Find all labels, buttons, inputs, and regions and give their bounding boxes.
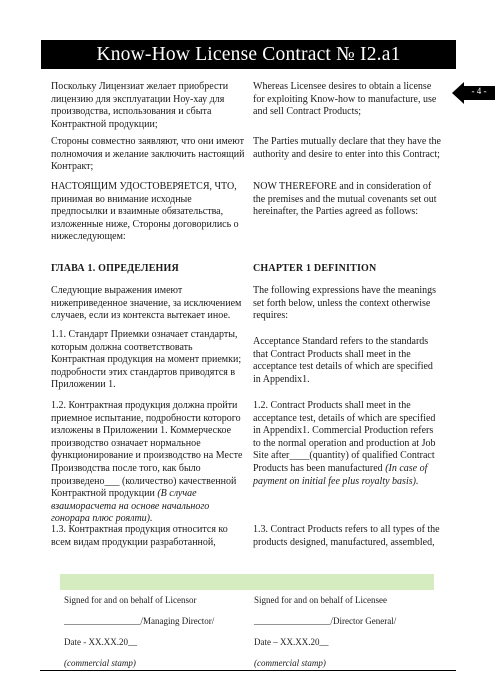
clause-1-2-ru [51,400,246,526]
para-whereas-en: Whereas Licensee desires to obtain a license for exploiting Know-how to manufacture, use and sell Contract Products; [253,81,437,118]
page-number: - 4 - [471,86,487,96]
licensee-stamp: (commercial stamp) [254,658,326,668]
para-now-therefore-ru: НАСТОЯЩИМ УДОСТОВЕРЯЕТСЯ, ЧТО, принимая во внимание исходные предпосылки и взаимные обязательства, изложенные ниже, Стороны договорились о нижеследующем: [51,181,239,243]
para-whereas-ru: Поскольку Лицензиат желает приобрести лицензию для эксплуатации Ноу-хау для производства, использования и сбыта Контрактной продукции; [51,81,229,130]
licensor-date: Date - XX.XX.20__ [64,637,137,647]
clause-1-3-ru: 1.3. Контрактная продукция относится ко всем видам продукции разработанной, [51,524,228,548]
para-expressions-en: The following expressions have the meanings set forth below, unless the context otherwise requires: [253,285,437,322]
licensor-heading: Signed for and on behalf of Licensor [64,595,197,605]
clause-1-2-ru-note: (В случае взаиморасчета на основе начального гонорара плюс роялти). [51,488,210,525]
para-declare-en: The Parties mutually declare that they have the authority and desire to enter into this Contract; [253,136,441,160]
licensee-date: Date – XX.XX.20__ [254,637,329,647]
page-number-tab [452,82,495,104]
para-declare-ru: Стороны совместно заявляют, что они имеют полномочия и желание заключить настоящий Контракт; [51,136,245,173]
licensee-heading: Signed for and on behalf of Licensee [254,595,387,605]
document-title: Know-How License Contract № I2.a1 [41,40,456,69]
clause-1-3-en: 1.3. Contract Products refers to all types of the products designed, manufactured, assembled, [253,524,440,548]
clause-1-2-en [253,400,443,488]
para-expressions-ru: Следующие выражения имеют нижеприведенное значение, за исключением случаев, если из контекста вытекает иное. [51,285,242,322]
licensee-signature-line: _________________/Director General/ [254,616,397,626]
clause-1-2-en-note: (In case of payment on initial fee plus royalty basis). [253,462,428,487]
licensor-signature [64,590,254,674]
licensee-signature [254,590,454,674]
para-now-therefore-en: NOW THEREFORE and in consideration of the premises and the mutual covenants set out hereinafter, the Parties agreed as follows: [253,181,437,218]
clause-1-1-ru: 1.1. Стандарт Приемки означает стандарты, которым должна соответствовать Контрактная продукция на момент приемки; подробности этих стандартов приводятся в Приложении 1. [51,329,242,391]
clause-1-1-en: Acceptance Standard refers to the standards that Contract Products shall meet in the acceptance test details of which are specified in Appendix1. [253,336,433,385]
chapter-heading-ru: ГЛАВА 1. ОПРЕДЕЛЕНИЯ [51,263,179,274]
licensor-stamp: (commercial stamp) [64,658,136,668]
clause-1-2-en-text: 1.2. Contract Products shall meet in the acceptance test, details of which are specified in Appendix1. Commercial Production refers to the normal operation and production at Job Site after____(quantity) of qualified Contract Products has been manufactured [253,400,436,474]
footer-band [60,574,434,590]
chapter-heading-en: CHAPTER 1 DEFINITION [253,263,377,274]
licensor-signature-line: _________________/Managing Director/ [64,616,215,626]
signature-block [40,590,456,671]
clause-1-2-ru-text: 1.2. Контрактная продукция должна пройти приемное испытание, подробности которого изложены в Приложении 1. Коммерческое производство означает нормальное функционирование и производство на Месте Производства после того, как было произведено___ (количество) качественной Контрактной продукции [51,400,243,500]
